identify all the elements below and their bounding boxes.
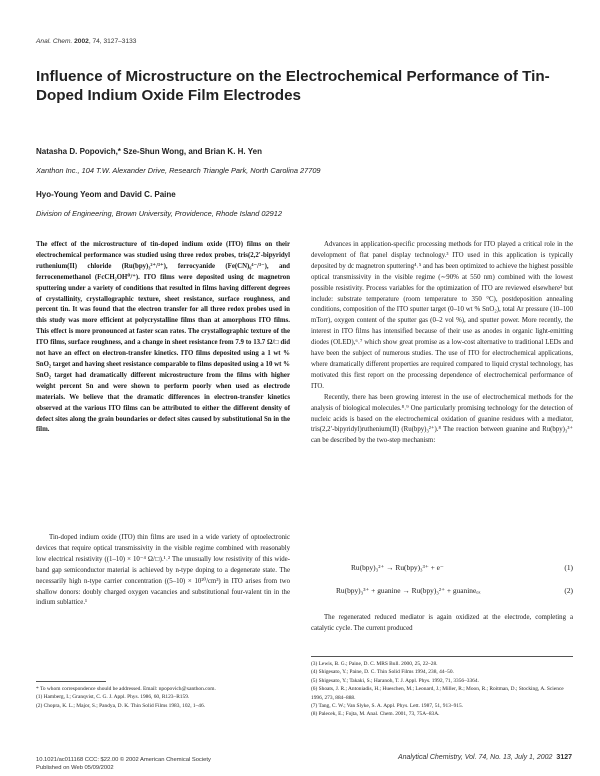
footnote-ref-7: (7) Tang, C. W.; Van Slyke, S. A. Appl. Phys. Lett. 1987, 51, 913–915.: [311, 703, 464, 710]
footnotes-right: [311, 660, 573, 719]
footnote-rule-left: [36, 681, 106, 682]
journal-name: Anal. Chem.: [36, 38, 73, 45]
footnote-ref-2: (2) Chopra, K. L.; Major, S.; Pandya, D. K. Thin Solid Films 1983, 102, 1–46.: [36, 702, 206, 709]
equation-2-body: Ru(bpy)₃³⁺ + guanine → Ru(bpy)₃²⁺ + guanineₒₓ: [336, 586, 481, 595]
affiliation-1: Xanthon Inc., 104 T.W. Alexander Drive, Research Triangle Park, North Carolina 27709: [36, 166, 321, 175]
intro-left: [36, 533, 290, 609]
right-column-continued: [311, 613, 573, 635]
footnote-ref-4: (4) Shigesato, Y.; Paine, D. C. Thin Solid Films 1994, 238, 44–50.: [311, 669, 454, 676]
article-title: Influence of Microstructure on the Electrochemical Performance of Tin-Doped Indium Oxide Film Electrodes: [36, 68, 550, 104]
page-footer-right: [398, 754, 572, 761]
journal-year: 2002: [74, 38, 89, 45]
right-column: [311, 240, 573, 447]
publication-date: Published on Web 05/09/2002: [36, 764, 114, 771]
equation-1-number: (1): [564, 563, 573, 572]
journal-citation: [36, 38, 136, 45]
affiliation-2: Division of Engineering, Brown University, Providence, Rhode Island 02912: [36, 209, 282, 218]
right-paragraph-2: Recently, there has been growing interest in the use of electrochemical methods for the analysis of biological molecules.⁸˒⁹ One particularly promising technology for the detection of nucleic acids is based on the electrochemical oxidation of guanine residues with a mediator, tris(2,2′-bipyridyl)ruthenium(II) (Ru(bpy)₃²⁺).⁸ The reaction between guanine and Ru(bpy)₃³⁺ can be described by the two-step mechanism:: [311, 393, 573, 445]
right-paragraph-1: Advances in application-specific processing methods for ITO played a critical role in the development of flat panel display technology.³ ITO used in this application is typically deposited by dc magnetron sputtering⁴˒⁵ and has been optimized to achieve the highest possible optical transmissivity in the visible regime (∼90% at 550 nm) combined with the lowest possible resistivity. Process variables for the optimization of ITO are reviewed elsewhere² but include: substrate temperature (room temperature to 350 °C), postdeposition annealing conditions, composition of the ITO sputter target (0–10 wt % SnO₂), total Ar pressure (10–100 mTorr), oxygen content of the sputter gas (0–2 vol %), and sputter power. More recently, the interest in ITO films has intensified because of their use as anodes in organic light-emitting diodes (OLED),⁶˒⁷ which show great promise as a low-cost alternative to traditional LEDs and have been the subject of numerous studies. The use of ITO for electrochemical applications, where dramatically different properties are required compared to liquid crystal technology, has motivated this first report on the processing dependence of electrochemical performance of ITO.: [311, 241, 573, 390]
author-list-2: Hyo-Young Yeom and David C. Paine: [36, 190, 176, 199]
author-list-1: Natasha D. Popovich,* Sze-Shun Wong, and Brian K. H. Yen: [36, 147, 262, 156]
right-paragraph-3: The regenerated reduced mediator is again oxidized at the electrode, completing a catalytic cycle. The current produced: [311, 614, 573, 632]
abstract: The effect of the microstructure of tin-doped indium oxide (ITO) films on their electrochemical performance was studied using three redox probes, tris(2,2′-bipyridyl ruthenium(II) chloride (Ru(bpy)₃²⁺/³⁺), ferrocyanide (Fe(CN)₆⁴⁻/³⁻), and ferrocenemethanol (FcCH₂OH⁰/⁺). ITO films were deposited using dc magnetron sputtering under a variety of conditions that resulted in films having different degrees of crystallinity, crystallographic texture, sheet resistance, surface roughness, and percent tin. It was found that the electron transfer for all three redox probes used in this study was more efficient at polycrystalline films than at amorphous ITO films. This effect is more pronounced at faster scan rates. The crystallographic texture of the ITO films, surface roughness, and a change in sheet resistance from 7.9 to 13.7 Ω/□ did not have an effect on electron-transfer kinetics. ITO films deposited using a 1 wt % SnO₂ target and having sheet resistance comparable to films deposited using a 10 wt % SnO₂ target had dramatically different microstructure from the films with higher weight percent Sn and were shown to perform poorly when used as electrode materials. We believe that the dramatic differences in electron-transfer kinetics observed at the various ITO films can be attributed to either the different density of defect sites along the grain boundaries or defect sites caused by substitutional Sn in the film.: [36, 241, 290, 434]
footnote-rule-right: [311, 656, 573, 657]
footnote-ref-1: (1) Hamberg, I.; Granqvist, C. G. J. Appl. Phys. 1986, 60, R123–R159.: [36, 694, 190, 701]
footnote-ref-8: (8) Palecek, E.; Fojta, M. Anal. Chem. 2001, 73, 75A–83A.: [311, 711, 440, 718]
footnote-ref-5: (5) Shigesato, Y.; Takaki, S.; Haranoh, T. J. Appl. Phys. 1992, 71, 3356–3364.: [311, 677, 479, 684]
journal-volume-pages: , 74, 3127–3133: [88, 38, 137, 45]
page-number: 3127: [556, 754, 572, 761]
footnote-ref-6: (6) Shoats, J. R.; Antoniadis, H.; Hueschen, M.; Leonard, J.; Miller, R.; Moon, R.; Roitman, D.; Stocking, A. Science 1996, 273, 884–888.: [311, 686, 564, 701]
page-footer-left: [36, 757, 211, 772]
footnote-correspondence: * To whom correspondence should be addressed. Email: npopovich@xanthon.com.: [36, 686, 216, 692]
equation-2-number: (2): [564, 586, 573, 595]
doi-copyright: 10.1021/ac011168 CCC: $22.00 © 2002 American Chemical Society: [36, 757, 211, 763]
journal-issue: Analytical Chemistry, Vol. 74, No. 13, July 1, 2002: [397, 754, 553, 761]
intro-paragraph-1: Tin-doped indium oxide (ITO) thin films are used in a wide variety of optoelectronic devices that require optical transmissivity in the visible regime combined with reasonably low electrical resistivity ((1–10) × 10⁻⁴ Ω/□).¹˒² The unusually low resistivity of this wide-band gap semiconductor material is achieved by n-type doping to a degenerate state. The necessarily high n-type carrier concentration ((5–10) × 10²⁰/cm³) in ITO arises from two shallow donors: doubly charged oxygen vacancies and substitutional four-valent tin in the indium sublattice.¹: [36, 534, 290, 607]
footnote-ref-3: (3) Lewis, B. G.; Paine, D. C. MRS Bull. 2000, 25, 22–28.: [311, 661, 438, 667]
equation-1-body: Ru(bpy)₃²⁺ → Ru(bpy)₃³⁺ + e⁻: [351, 563, 444, 572]
left-column: [36, 240, 290, 436]
footnotes-left: [36, 685, 290, 710]
